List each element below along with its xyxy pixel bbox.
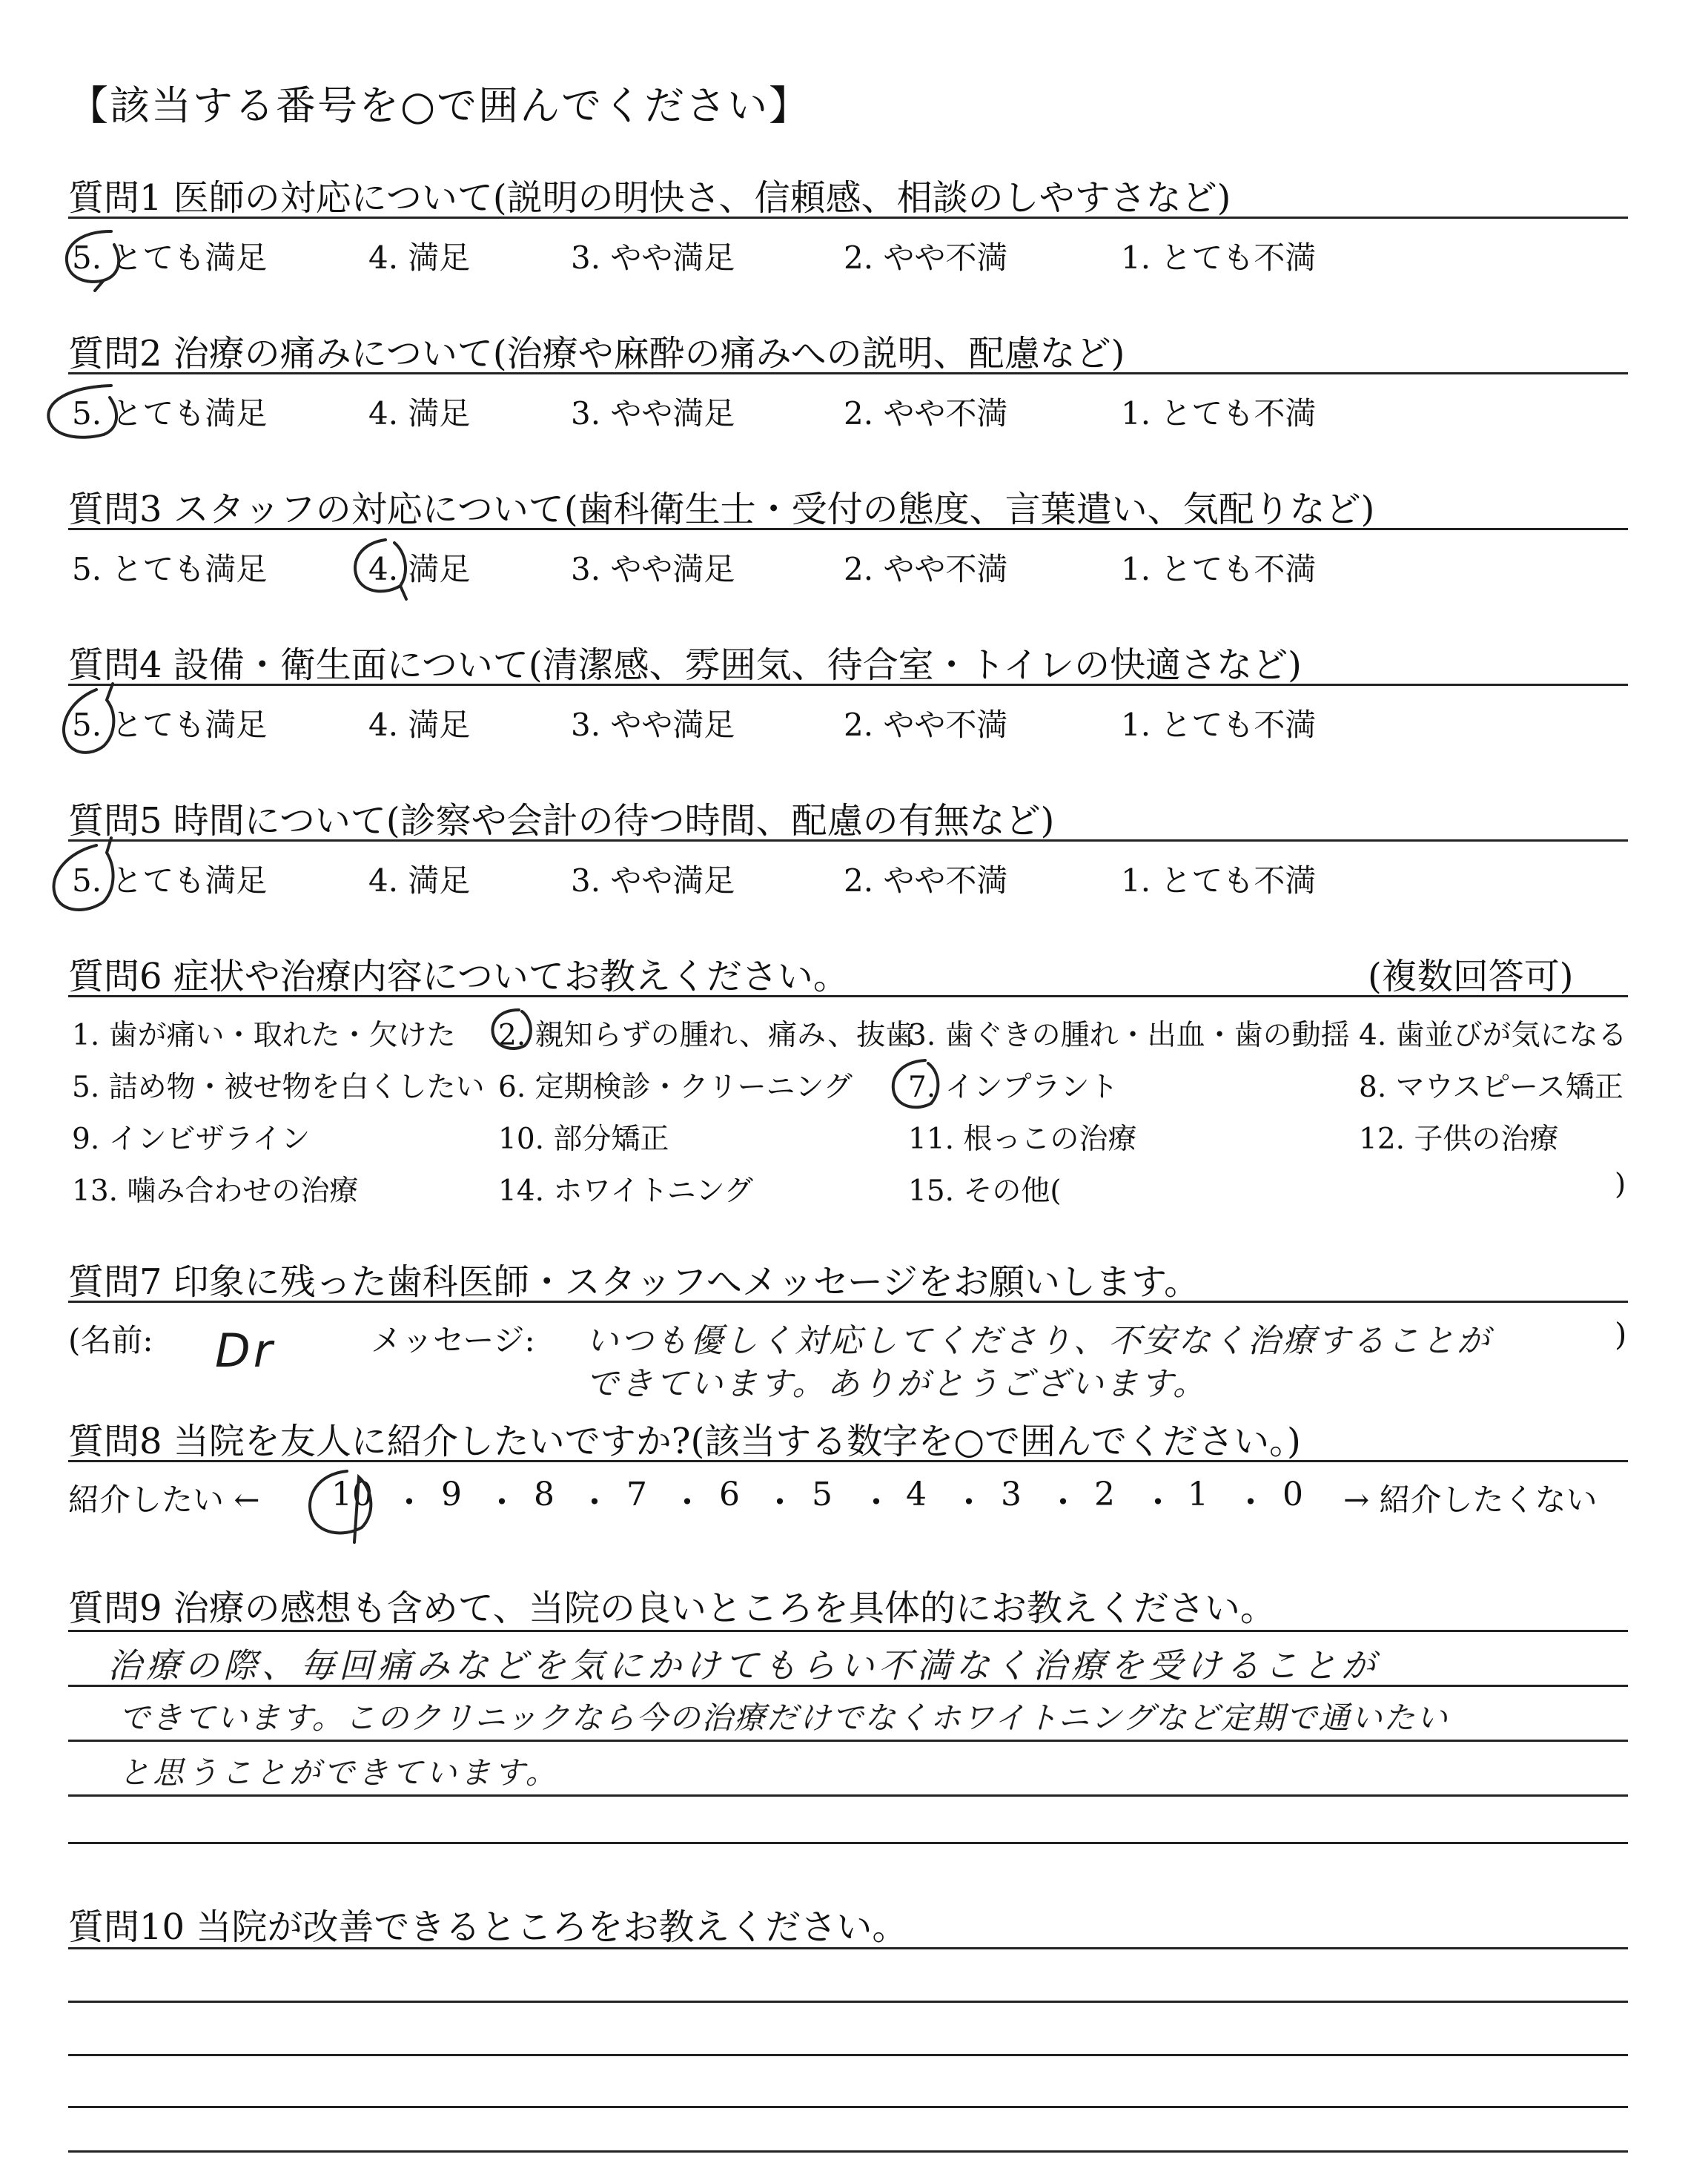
q5-option-5[interactable]: 5. とても満足 bbox=[72, 862, 268, 899]
q2-option-1[interactable]: 1. とても不満 bbox=[1121, 395, 1317, 432]
q6-item-2-selection-circle bbox=[492, 1010, 530, 1048]
q8-number-0[interactable]: 0 bbox=[1282, 1476, 1303, 1513]
q6-item-8[interactable]: 8. マウスピース矯正 bbox=[1359, 1071, 1623, 1104]
question-6-note: (複数回答可) bbox=[1368, 956, 1574, 997]
q5-option-2[interactable]: 2. やや不満 bbox=[844, 862, 1008, 899]
question-3-title: 質問3 スタッフの対応について(歯科衛生士・受付の態度、言葉遣い、気配りなど) bbox=[68, 489, 1375, 530]
q6-item-7-selection-circle bbox=[893, 1060, 939, 1107]
q8-number-3[interactable]: 3 bbox=[1001, 1476, 1022, 1513]
question-7-title: 質問7 印象に残った歯科医師・スタッフへメッセージをお願いします。 bbox=[68, 1261, 1200, 1303]
q1-option-1[interactable]: 1. とても不満 bbox=[1121, 240, 1317, 276]
q1-option-5[interactable]: 5. とても満足 bbox=[72, 240, 268, 276]
question-10-title: 質問10 当院が改善できるところをお教えください。 bbox=[68, 1906, 908, 1948]
q3-option-4[interactable]: 4. 満足 bbox=[368, 551, 471, 587]
question-5-title: 質問5 時間について(診察や会計の待つ時間、配慮の有無など) bbox=[68, 800, 1055, 842]
q6-item-13[interactable]: 13. 噛み合わせの治療 bbox=[72, 1175, 359, 1208]
q6-item-9[interactable]: 9. インビザライン bbox=[72, 1123, 311, 1156]
question-8-title: 質問8 当院を友人に紹介したいですか?(該当する数字を○で囲んでください。) bbox=[68, 1421, 1301, 1462]
q8-right-label: → 紹介したくない bbox=[1343, 1482, 1598, 1518]
q6-item-11[interactable]: 11. 根っこの治療 bbox=[908, 1123, 1137, 1156]
q8-number-7[interactable]: 7 bbox=[626, 1476, 647, 1513]
form-header: 【該当する番号を○で囲んでください】 bbox=[68, 82, 811, 129]
q7-name-label: (名前: bbox=[68, 1322, 153, 1358]
q7-message-line-2[interactable]: できています。ありがとうございます。 bbox=[586, 1365, 1208, 1403]
q6-item-6[interactable]: 6. 定期検診・クリーニング bbox=[498, 1071, 853, 1104]
q8-number-1[interactable]: 1 bbox=[1188, 1476, 1208, 1513]
q8-number-9[interactable]: 9 bbox=[441, 1476, 462, 1513]
q8-selection-circle bbox=[310, 1471, 371, 1542]
q2-option-4[interactable]: 4. 満足 bbox=[368, 395, 471, 432]
q8-number-2[interactable]: 2 bbox=[1094, 1476, 1115, 1513]
q5-selection-circle bbox=[53, 838, 113, 910]
q8-dot: ・ bbox=[1142, 1484, 1174, 1522]
q6-item-14[interactable]: 14. ホワイトニング bbox=[498, 1175, 753, 1208]
q6-item-7[interactable]: 7. インプラント bbox=[908, 1071, 1119, 1104]
q3-option-2[interactable]: 2. やや不満 bbox=[844, 551, 1008, 587]
q8-left-label: 紹介したい ← bbox=[68, 1482, 260, 1518]
q8-dot: ・ bbox=[1047, 1484, 1079, 1522]
q5-option-4[interactable]: 4. 満足 bbox=[368, 862, 471, 899]
q6-item-15[interactable]: 15. その他( bbox=[908, 1175, 1062, 1208]
q6-item-1[interactable]: 1. 歯が痛い・取れた・欠けた bbox=[72, 1019, 456, 1052]
q2-option-5[interactable]: 5. とても満足 bbox=[72, 395, 268, 432]
q9-answer-line-3[interactable]: と思うことができています。 bbox=[119, 1754, 560, 1791]
q1-option-2[interactable]: 2. やや不満 bbox=[844, 240, 1008, 276]
q9-answer-line-2[interactable]: できています。このクリニックなら今の治療だけでなくホワイトニングなど定期で通いたい bbox=[119, 1700, 1449, 1736]
q6-item-4[interactable]: 4. 歯並びが気になる bbox=[1359, 1019, 1627, 1052]
question-1-title: 質問1 医師の対応について(説明の明快さ、信頼感、相談のしやすさなど) bbox=[68, 177, 1231, 219]
q4-selection-circle bbox=[64, 684, 113, 753]
q8-dot: ・ bbox=[578, 1484, 611, 1522]
q8-dot: ・ bbox=[1234, 1484, 1267, 1522]
q5-option-1[interactable]: 1. とても不満 bbox=[1121, 862, 1317, 899]
q8-dot: ・ bbox=[764, 1484, 796, 1522]
q7-message-line-1[interactable]: いつも優しく対応してくださり、不安なく治療することが bbox=[586, 1322, 1492, 1360]
q6-item-12[interactable]: 12. 子供の治療 bbox=[1359, 1123, 1559, 1156]
q4-option-2[interactable]: 2. やや不満 bbox=[844, 707, 1008, 743]
question-9-title: 質問9 治療の感想も含めて、当院の良いところを具体的にお教えください。 bbox=[68, 1588, 1276, 1629]
q3-option-1[interactable]: 1. とても不満 bbox=[1121, 551, 1317, 587]
q1-selection-circle bbox=[67, 231, 119, 291]
q6-item-2[interactable]: 2. 親知らずの腫れ、痛み、抜歯 bbox=[498, 1019, 915, 1052]
q2-selection-circle bbox=[48, 386, 116, 437]
q8-number-8[interactable]: 8 bbox=[534, 1476, 555, 1513]
q7-close-paren: ) bbox=[1615, 1316, 1627, 1353]
q7-message-label: メッセージ: bbox=[371, 1322, 535, 1358]
q8-number-4[interactable]: 4 bbox=[906, 1476, 927, 1513]
q3-option-5[interactable]: 5. とても満足 bbox=[72, 551, 268, 587]
q6-item-3[interactable]: 3. 歯ぐきの腫れ・出血・歯の動揺 bbox=[908, 1019, 1350, 1052]
q3-option-3[interactable]: 3. やや満足 bbox=[571, 551, 735, 587]
q8-dot: ・ bbox=[671, 1484, 704, 1522]
q1-option-4[interactable]: 4. 満足 bbox=[368, 240, 471, 276]
q4-option-5[interactable]: 5. とても満足 bbox=[72, 707, 268, 743]
q2-option-2[interactable]: 2. やや不満 bbox=[844, 395, 1008, 432]
q6-item-5[interactable]: 5. 詰め物・被せ物を白くしたい bbox=[72, 1071, 485, 1104]
q8-dot: ・ bbox=[953, 1484, 985, 1522]
q5-option-3[interactable]: 3. やや満足 bbox=[571, 862, 735, 899]
q8-number-10[interactable]: 10 bbox=[331, 1476, 373, 1513]
q6-other-close-paren: ) bbox=[1615, 1168, 1626, 1201]
q4-option-3[interactable]: 3. やや満足 bbox=[571, 707, 735, 743]
q6-item-10[interactable]: 10. 部分矯正 bbox=[498, 1123, 669, 1156]
question-4-title: 質問4 設備・衛生面について(清潔感、雰囲気、待合室・トイレの快適さなど) bbox=[68, 644, 1302, 686]
q3-selection-circle bbox=[355, 540, 406, 599]
q8-number-6[interactable]: 6 bbox=[719, 1476, 740, 1513]
q9-answer-line-1[interactable]: 治療の際、毎回痛みなどを気にかけてもらい不満なく治療を受けることが bbox=[107, 1645, 1380, 1685]
q2-option-3[interactable]: 3. やや満足 bbox=[571, 395, 735, 432]
q4-option-4[interactable]: 4. 満足 bbox=[368, 707, 471, 743]
question-2-title: 質問2 治療の痛みについて(治療や麻酔の痛みへの説明、配慮など) bbox=[68, 333, 1125, 374]
question-6-title: 質問6 症状や治療内容についてお教えください。 bbox=[68, 956, 849, 997]
q7-name-value[interactable]: Dr bbox=[215, 1324, 276, 1378]
q8-number-5[interactable]: 5 bbox=[812, 1476, 833, 1513]
q1-option-3[interactable]: 3. やや満足 bbox=[571, 240, 735, 276]
q8-dot: ・ bbox=[860, 1484, 893, 1522]
q8-dot: ・ bbox=[486, 1484, 518, 1522]
q8-dot: ・ bbox=[393, 1484, 426, 1522]
q4-option-1[interactable]: 1. とても不満 bbox=[1121, 707, 1317, 743]
